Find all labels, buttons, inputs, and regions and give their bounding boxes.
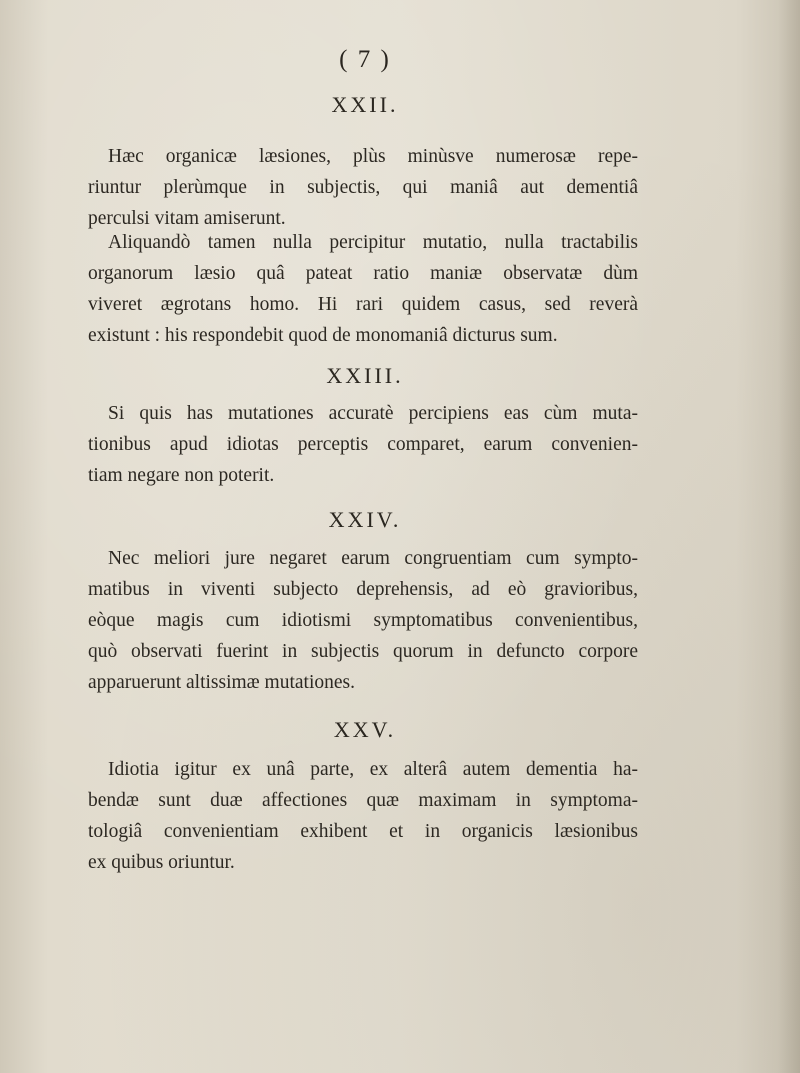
text-line: eòque magis cum idiotismi symptomatibus convenientibus, [88,610,638,631]
paragraph-xxv [88,754,638,878]
text-line: Si quis has mutationes accuratè percipiens eas cùm muta- [108,403,638,424]
paragraph-xxiii [88,398,638,491]
text-line: tiam negare non poterit. [88,465,275,486]
section-heading-xxiii: XXIII. [326,363,404,388]
text-line: quò observati fuerint in subjectis quorum in defuncto corpore [88,641,638,662]
text-line: tologiâ convenientiam exhibent et in organicis læsionibus [88,821,638,842]
text-line: Aliquandò tamen nulla percipitur mutatio, nulla tractabilis [108,232,638,253]
text-line: ex quibus oriuntur. [88,852,235,873]
text-line: Idiotia igitur ex unâ parte, ex alterâ autem dementia ha- [108,759,638,780]
paragraph-xxii-2 [88,227,638,351]
text-line: existunt : his respondebit quod de monomaniâ dicturus sum. [88,325,558,346]
text-line: bendæ sunt duæ affectiones quæ maximam in symptoma- [88,790,638,811]
text-line: matibus in viventi subjecto deprehensis, ad eò gravioribus, [88,579,638,600]
text-line: apparuerunt altissimæ mutationes. [88,672,355,693]
section-heading-xxiv: XXIV. [328,507,402,532]
text-line: Nec meliori jure negaret earum congruentiam cum sympto- [108,548,638,569]
paragraph-xxii-1 [88,141,638,234]
section-heading-xxv: XXV. [333,717,397,742]
section-heading-xxii: XXII. [331,92,399,117]
text-line: Hæc organicæ læsiones, plùs minùsve numerosæ repe- [108,146,638,167]
text-line: riuntur plerùmque in subjectis, qui maniâ aut dementiâ [88,177,638,198]
text-line: organorum læsio quâ pateat ratio maniæ observatæ dùm [88,263,638,284]
page-number: ( 7 ) [339,46,391,73]
text-line: perculsi vitam amiserunt. [88,208,286,229]
text-line: viveret ægrotans homo. Hi rari quidem casus, sed reverà [88,294,638,315]
text-line: tionibus apud idiotas perceptis comparet, earum convenien- [88,434,638,455]
paragraph-xxiv [88,543,638,698]
